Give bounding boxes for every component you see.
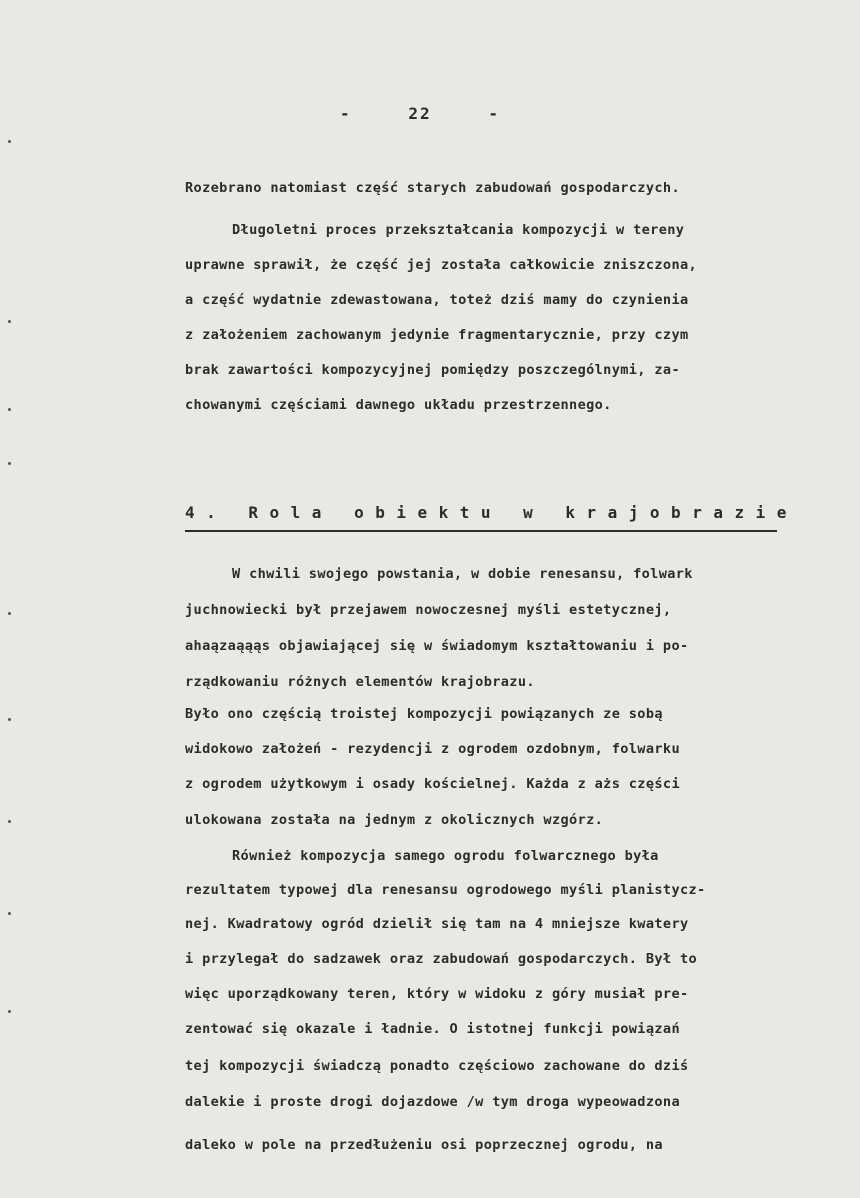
text-line: chowanymi częściami dawnego układu przestrzennego. <box>185 397 612 413</box>
page-number-right-dash: - <box>488 104 500 123</box>
text-line: z ogrodem użytkowym i osady kościelnej. Każda z ażs części <box>185 776 680 792</box>
text-line: rezultatem typowej dla renesansu ogrodowego myśli planistycz- <box>185 882 706 898</box>
text-line: Było ono częścią troistej kompozycji powiązanych ze sobą <box>185 706 663 722</box>
text-line: tej kompozycji świadczą ponadto częściowo zachowane do dziś <box>185 1058 689 1074</box>
text-line: rządkowaniu różnych elementów krajobrazu. <box>185 674 535 690</box>
text-line: brak zawartości kompozycyjnej pomiędzy poszczególnymi, za- <box>185 362 680 378</box>
margin-mark <box>8 140 11 143</box>
margin-mark <box>8 1010 11 1013</box>
text-line: Rozebrano natomiast część starych zabudowań gospodarczych. <box>185 180 680 196</box>
text-line: z założeniem zachowanym jedynie fragmentarycznie, przy czym <box>185 327 689 343</box>
text-line: nej. Kwadratowy ogród dzielił się tam na 4 mniejsze kwatery <box>185 916 689 932</box>
text-line: ulokowana została na jednym z okolicznych wzgórz. <box>185 812 604 828</box>
section-heading: 4. Rola obiektu w krajobrazie <box>185 503 798 522</box>
text-line: dalekie i proste drogi dojazdowe /w tym droga wypeowadzona <box>185 1094 680 1110</box>
text-line: Długoletni proces przekształcania kompozycji w tereny <box>232 222 685 238</box>
text-line: widokowo założeń - rezydencji z ogrodem ozdobnym, folwarku <box>185 741 680 757</box>
text-line: ahaązaąąąs objawiającej się w świadomym kształtowaniu i po- <box>185 638 689 654</box>
text-line: zentować się okazale i ładnie. O istotnej funkcji powiązań <box>185 1021 680 1037</box>
page-number-value: 22 <box>408 104 432 123</box>
margin-mark <box>8 462 11 465</box>
heading-underline <box>185 530 777 532</box>
margin-mark <box>8 912 11 915</box>
margin-mark <box>8 820 11 823</box>
text-line: juchnowiecki był przejawem nowoczesnej myśli estetycznej, <box>185 602 672 618</box>
margin-mark <box>8 320 11 323</box>
text-line: więc uporządkowany teren, który w widoku z góry musiał pre- <box>185 986 689 1002</box>
text-line: Również kompozycja samego ogrodu folwarcznego była <box>232 848 659 864</box>
text-line: daleko w pole na przedłużeniu osi poprzecznej ogrodu, na <box>185 1137 663 1153</box>
page-number-left-dash: - <box>340 104 352 123</box>
page-number <box>340 104 500 123</box>
margin-mark <box>8 718 11 721</box>
text-line: a część wydatnie zdewastowana, toteż dziś mamy do czynienia <box>185 292 689 308</box>
text-line: i przylegał do sadzawek oraz zabudowań gospodarczych. Był to <box>185 951 698 967</box>
text-line: uprawne sprawił, że część jej została całkowicie zniszczona, <box>185 257 698 273</box>
margin-mark <box>8 408 11 411</box>
margin-mark <box>8 612 11 615</box>
text-line: W chwili swojego powstania, w dobie renesansu, folwark <box>232 566 693 582</box>
